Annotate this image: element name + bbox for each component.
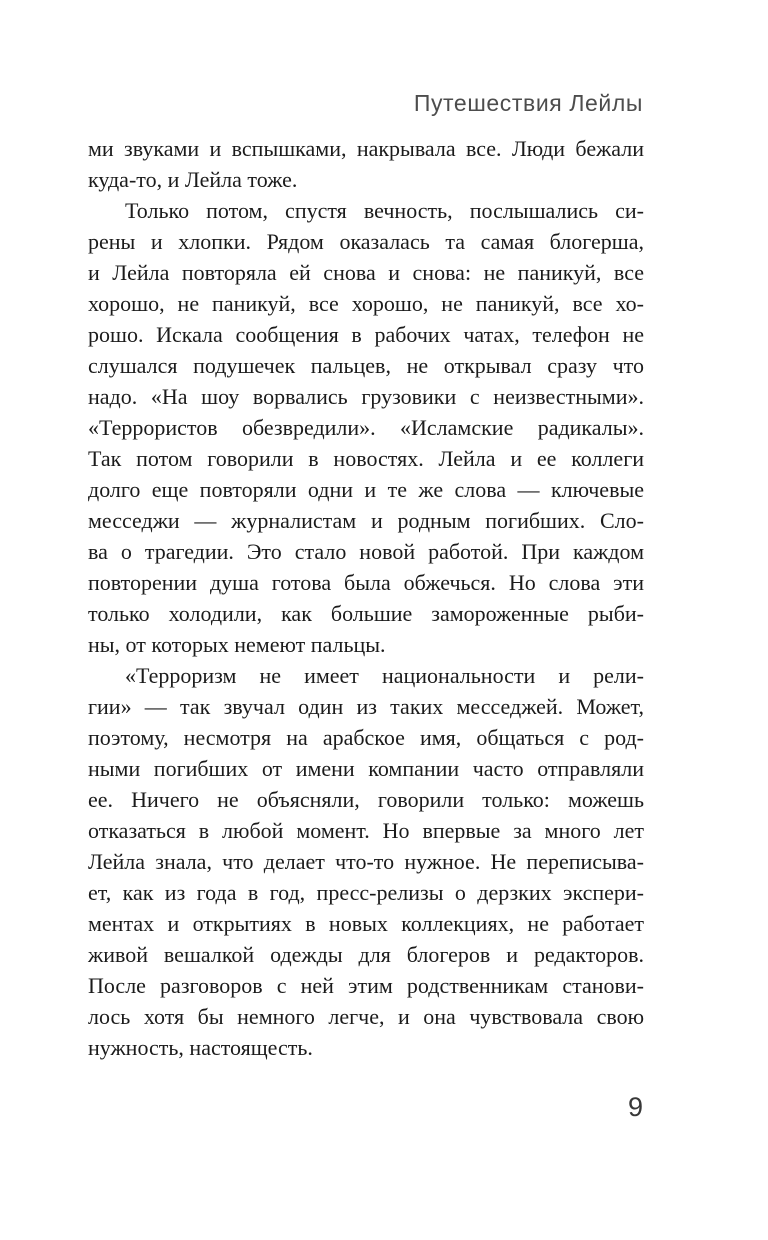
text-line: Лейла знала, что делает что-то нужное. Не переписыва- xyxy=(88,849,644,874)
text-line: «Терроризм не имеет национальности и рели- xyxy=(125,663,644,688)
text-line: хорошо, не паникуй, все хорошо, не паникуй, все хо- xyxy=(88,291,644,316)
text-line: Только потом, спустя вечность, послышались си- xyxy=(125,198,644,223)
text-line: отказаться в любой момент. Но впервые за много лет xyxy=(88,818,644,843)
text-line: ее. Ничего не объясняли, говорили только: можешь xyxy=(88,787,644,812)
text-line: слушался подушечек пальцев, не открывал сразу что xyxy=(88,353,644,378)
text-line: ва о трагедии. Это стало новой работой. При каждом xyxy=(88,539,644,564)
text-line: «Террористов обезвредили». «Исламские радикалы». xyxy=(88,415,644,440)
text-line: куда-то, и Лейла тоже. xyxy=(88,167,298,192)
text-line: и Лейла повторяла ей снова и снова: не паникуй, все xyxy=(88,260,644,285)
text-line: Так потом говорили в новостях. Лейла и ее коллеги xyxy=(88,446,644,471)
text-line: повторении душа готова была обжечься. Но слова эти xyxy=(88,570,644,595)
text-line: ми звуками и вспышками, накрывала все. Люди бежали xyxy=(88,136,644,161)
text-block xyxy=(88,133,644,1063)
text-line: лось хотя бы немного легче, и она чувствовала свою xyxy=(88,1004,644,1029)
text-line: месседжи — журналистам и родным погибших. Сло- xyxy=(88,508,644,533)
page-number: 9 xyxy=(627,1092,643,1122)
text-line: поэтому, несмотря на арабское имя, общаться с род- xyxy=(88,725,644,750)
text-line: После разговоров с ней этим родственникам станови- xyxy=(88,973,644,998)
text-line: гии» — так звучал один из таких месседжей. Может, xyxy=(88,694,644,719)
paragraph xyxy=(88,195,644,660)
text-line: рены и хлопки. Рядом оказалась та самая блогерша, xyxy=(88,229,644,254)
text-line: долго еще повторяли одни и те же слова — ключевые xyxy=(88,477,644,502)
text-line: только холодили, как большие замороженные рыби- xyxy=(88,601,644,626)
text-line: ны, от которых немеют пальцы. xyxy=(88,632,386,657)
text-line: надо. «На шоу ворвались грузовики с неизвестными». xyxy=(88,384,644,409)
text-line: ными погибших от имени компании часто отправляли xyxy=(88,756,644,781)
paragraph xyxy=(88,660,644,1063)
text-line: ет, как из года в год, пресс-релизы о дерзких экспери- xyxy=(88,880,644,905)
text-line: рошо. Искала сообщения в рабочих чатах, телефон не xyxy=(88,322,644,347)
text-line: нужность, настоящесть. xyxy=(88,1035,313,1060)
running-header: Путешествия Лейлы xyxy=(413,90,643,116)
text-line: живой вешалкой одежды для блогеров и редакторов. xyxy=(88,942,644,967)
paragraph xyxy=(88,133,644,195)
text-line: ментах и открытиях в новых коллекциях, не работает xyxy=(88,911,644,936)
